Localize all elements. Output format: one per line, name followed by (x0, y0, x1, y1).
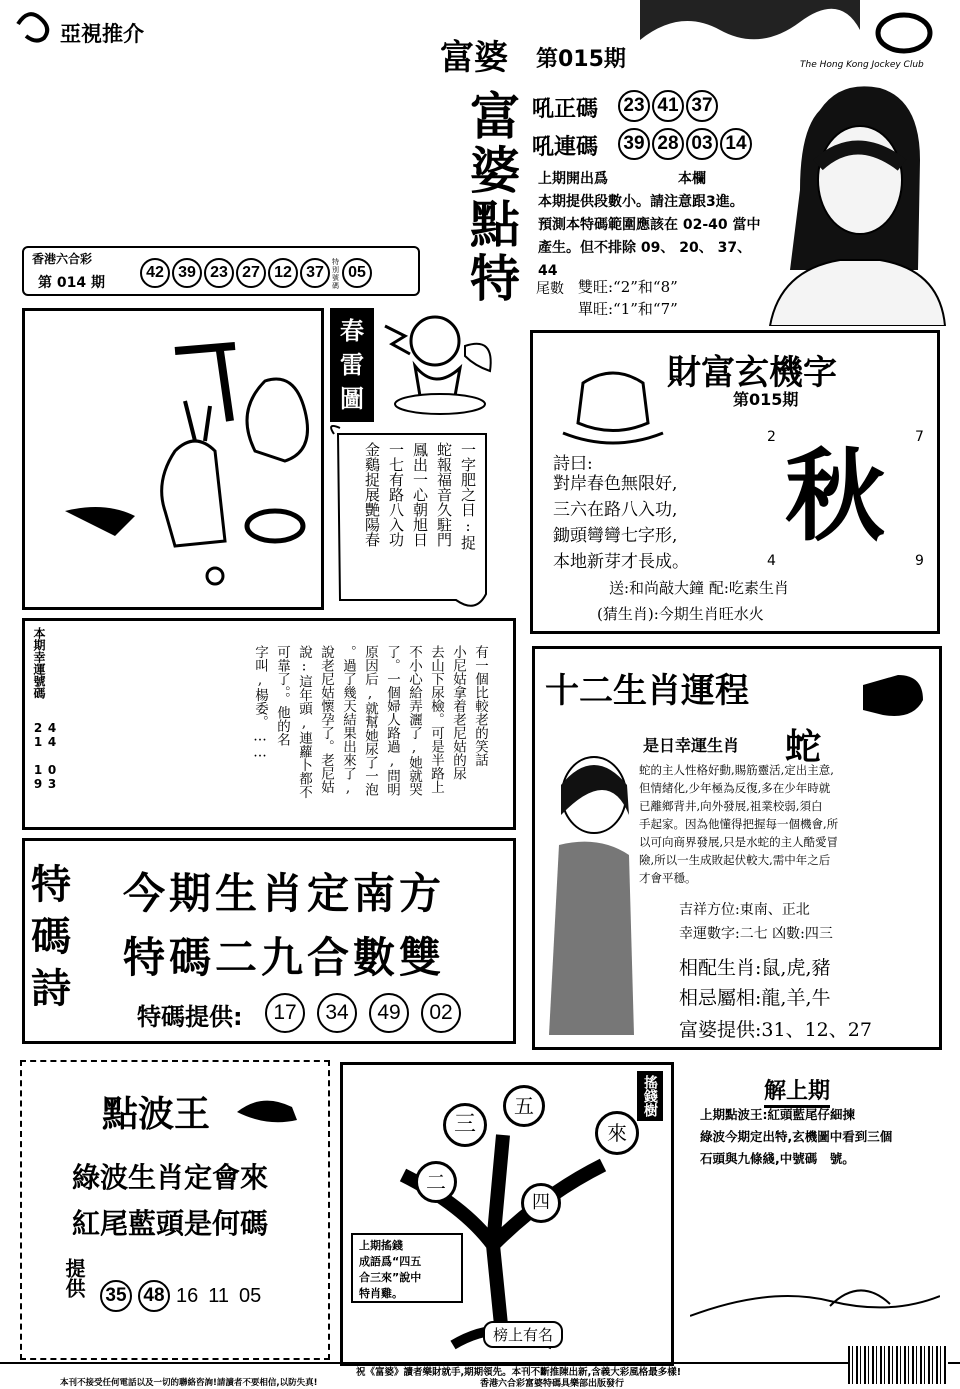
dianbo-num: 11 (208, 1284, 230, 1307)
caifu-box (530, 330, 940, 634)
lucky-animal: 蛇 (785, 726, 822, 768)
jie-line: 上期點波王:紅頭藍尾仔細揀 (700, 1107, 855, 1122)
bird-icon (232, 1092, 302, 1132)
tema-ball: 34 (317, 993, 357, 1033)
woman-portrait (760, 70, 950, 326)
note-line: 特肖雞。 (359, 1287, 403, 1300)
dianbo-numbers (100, 1280, 261, 1312)
last-draw-ball: 37 (300, 258, 330, 288)
story-col: 說老尼姑懷孕了。老尼姑 (318, 645, 334, 794)
last-draw-ball: 42 (140, 258, 170, 288)
last-draw-ball: 39 (172, 258, 202, 288)
scroll-line: 一字肥之日:捉 (459, 442, 477, 550)
poem-line: 三六在路八入功, (553, 500, 678, 520)
dianbo-num: 05 (239, 1284, 262, 1307)
corner-num-tl: 2 (767, 429, 776, 445)
money-tree-badge: 搖錢樹 (637, 1071, 663, 1121)
scroll-line: 蛇報福音久駐門 (435, 442, 453, 547)
lucky-direction: 吉祥方位:東南、正北 (679, 902, 810, 918)
caifu-send: 送:和尚敲大鐘 配:吃素生肖 (609, 579, 789, 597)
scroll-text (360, 442, 480, 602)
lian-label: 吼連碼 (532, 134, 599, 160)
lian-ball: 14 (720, 128, 752, 160)
poem-line: 本地新芽才長成。 (553, 552, 689, 572)
lian-ball: 39 (618, 128, 650, 160)
last-draw-ball: 12 (268, 258, 298, 288)
shengxiao-title: 十二生肖運程 (545, 671, 749, 711)
caifu-guess: (猜生肖):今期生肖旺水火 (597, 605, 764, 623)
barcode (848, 1346, 948, 1384)
woman-dress-illustration (539, 745, 639, 1035)
tip-line: 預測本特碼範圍應該在 02-40 當中 (538, 217, 761, 233)
story-col: 有一個比較老的笑話 (472, 645, 488, 767)
poem-scroll (326, 424, 498, 620)
lucky-numbers: 幸運數字:二七 凶數:四三 (679, 926, 833, 942)
scroll-line: 金鷄捉展艷陽春 (363, 442, 381, 547)
last-draw-title: 香港六合彩 (32, 252, 93, 266)
story-col: 說:這年頭,連蘿卜都不 (296, 645, 312, 799)
shengxiao-provide: 富婆提供:31、12、27 (679, 1019, 872, 1041)
footer-publisher: 香港六合彩富婆特碼具樂部出版發行 (480, 1379, 625, 1389)
jockey-club-logo (874, 8, 934, 58)
special-label: 特別號碼 (332, 258, 339, 290)
dianbo-ball: 35 (100, 1280, 132, 1312)
zheng-ball: 37 (686, 90, 718, 122)
footer-disclaimer: 本刊不接受任何電話以及一切的聯絡咨詢!請讀者不要相信,以防失真! (60, 1378, 318, 1388)
last-draw-ball: 23 (204, 258, 234, 288)
poem-line: 鋤頭彎彎七字形, (553, 526, 678, 546)
tema-ball: 49 (369, 993, 409, 1033)
note-line: 合三來”說中 (359, 1271, 422, 1284)
story-box (22, 618, 516, 830)
badge-char: 春 (340, 316, 364, 345)
last-draw-ball: 27 (236, 258, 266, 288)
poem-line: 對岸春色無限好, (553, 474, 678, 494)
money-tree-box (340, 1062, 674, 1366)
desc-line: 但情緒化,少年極為反復,多在少年時就 (639, 781, 831, 795)
footer-slogan: 祝《富婆》讀者樂財就手,期期領先。本刊不斷推陳出新,含義大彩風格最多樣! (356, 1367, 682, 1378)
header-landscape (640, 0, 860, 60)
last-draw-issue: 第 014 期 (38, 275, 105, 291)
story-col: 了。一個婦人路過,問明 (384, 645, 400, 796)
clash-animals: 相忌屬相:龍,羊,牛 (679, 987, 831, 1009)
caifu-issue: 第015期 (733, 390, 799, 409)
caifu-poem (553, 471, 689, 575)
fupo-title-char: 點 (470, 195, 520, 254)
tema-ball: 17 (265, 993, 305, 1033)
desc-line: 手起家。因為他懂得把握每一個機會,所 (639, 817, 839, 831)
lucky-number-values: 44 03 21 19 (31, 721, 59, 791)
corner-num-bl: 4 (767, 553, 776, 569)
jockey-club-text: The Hong Kong Jockey Club (800, 60, 924, 70)
tema-side-char: 特 (31, 861, 71, 908)
dianbo-num: 16 (176, 1284, 199, 1307)
desc-line: 蛇的主人性格好動,賜筋靈活,定出主意, (639, 763, 834, 777)
teapot-illustration (553, 353, 673, 453)
note-line: 上期搖錢 (359, 1239, 403, 1252)
jie-line: 石頭與九條綫,中號碼 號。 (700, 1151, 855, 1166)
poem-label: 詩曰: (553, 454, 593, 474)
jie-shangqi-title: 解上期 (764, 1074, 830, 1108)
zheng-numbers (618, 90, 720, 122)
story-col: 。過了幾天結果出來了, (340, 645, 356, 796)
tema-provide-label: 特碼提供: (137, 1003, 243, 1031)
tree-fruit: 三 (443, 1103, 487, 1147)
tip-line: 上期開出爲 本欄 (538, 171, 706, 187)
dianbo-box (20, 1060, 330, 1360)
tema-poem-box (22, 838, 516, 1044)
chunlei-badge (330, 308, 374, 422)
page-title: 富婆 (440, 38, 508, 78)
note-line: 成語爲“四五 (359, 1255, 422, 1268)
dianbo-provide-label: 提供 (62, 1258, 86, 1298)
story-columns (249, 645, 491, 825)
fist-icon (853, 655, 933, 725)
tema-ball: 02 (421, 993, 461, 1033)
tema-side-char: 碼 (31, 913, 71, 960)
tree-fruit: 四 (521, 1183, 561, 1223)
money-tree-note (351, 1233, 463, 1303)
dragon-scribble-icon (14, 6, 60, 46)
desc-line: 已離鄉背井,向外發展,祖業校弱,須白 (639, 799, 823, 813)
tema-line2: 特碼二九合數雙 (123, 933, 446, 982)
tip-line: 44 (538, 263, 558, 279)
dianbo-line1: 綠波生肖定會來 (72, 1161, 269, 1194)
tail-double: 雙旺:“2”和“8” (578, 278, 678, 296)
tip-line: 本期提供段數小。請注意跟3進。 (538, 194, 744, 210)
zheng-label: 吼正碼 (532, 96, 599, 122)
shengxiao-box (532, 646, 942, 1050)
tema-side-char: 詩 (31, 965, 71, 1012)
tema-numbers (265, 993, 463, 1033)
badge-char: 圖 (340, 384, 364, 413)
rabbit-illustration (25, 311, 321, 607)
lian-ball: 28 (652, 128, 684, 160)
brand-label: 亞視推介 (60, 21, 144, 46)
dianbo-ball: 48 (138, 1280, 170, 1312)
tail-label: 尾數 (536, 281, 564, 297)
story-col: 字叫,楊委。…… (252, 645, 268, 761)
shengxiao-desc (639, 761, 939, 887)
jie-shangqi-text (700, 1104, 950, 1170)
story-col: 去山下尿檢。可是半路上 (428, 645, 444, 794)
chunlei-picture-box (22, 308, 324, 610)
zheng-ball: 41 (652, 90, 684, 122)
lian-numbers (618, 128, 754, 160)
last-draw-box (22, 246, 420, 296)
match-animals: 相配生肖:鼠,虎,豬 (679, 957, 831, 979)
lucky-number-title: 本期幸運號碼 (32, 627, 46, 699)
story-col: 小尼姑拿着老尼姑的尿 (450, 645, 466, 780)
tema-side-title (31, 859, 81, 1015)
tema-line1: 今期生肖定南方 (123, 869, 446, 918)
tail-single: 單旺:“1”和“7” (578, 300, 678, 318)
tree-fruit: 二 (415, 1161, 457, 1203)
corner-num-tr: 7 (915, 429, 924, 445)
cupid-illustration (380, 296, 500, 416)
caifu-title: 財富玄機字 (667, 353, 837, 393)
fupo-vertical-title (470, 87, 530, 308)
corner-num-br: 9 (915, 553, 924, 569)
dianbo-title: 點波王 (102, 1093, 211, 1135)
story-col: 原因后,就幫她尿了一泡 (362, 645, 378, 796)
lucky-label: 是日幸運生肖 (643, 736, 740, 755)
tree-fruit: 來 (595, 1111, 639, 1155)
story-col: 可靠了。。他的名 (274, 645, 290, 747)
badge-char: 雷 (340, 350, 364, 379)
scroll-line: 鳳出一心朝旭日 (411, 442, 429, 547)
fupo-title-char: 特 (470, 249, 520, 308)
tree-fruit: 五 (503, 1085, 545, 1127)
issue-number: 第015期 (536, 47, 626, 72)
dianbo-line2: 紅尾藍頭是何碼 (72, 1207, 269, 1240)
scroll-line: 一七有路八入功 (387, 442, 405, 547)
fupo-title-char: 婆 (470, 141, 520, 200)
last-draw-numbers (140, 258, 374, 290)
riddle-character: 秋 (785, 437, 885, 555)
lian-ball: 03 (686, 128, 718, 160)
story-col: 不小心給弄灑了,她就哭 (406, 645, 422, 796)
header-brand-icon (14, 6, 60, 46)
jie-line: 綠波今期定出特,玄機圖中看到三個 (700, 1129, 893, 1144)
special-ball: 05 (342, 258, 372, 288)
desc-line: 以可向商界發展,只是水蛇的主人酷愛冒 (639, 835, 839, 849)
desc-line: 才會平穩。 (639, 871, 697, 885)
zheng-ball: 23 (618, 90, 650, 122)
desc-line: 險,所以一生成敗起伏較大,需中年之后 (639, 853, 831, 867)
fupo-title-char: 富 (470, 87, 520, 146)
money-tree-ribbon: 榜上有名 (483, 1321, 563, 1348)
tip-line: 產生。但不排除 09、 20、 37、 (538, 240, 752, 256)
landscape-sketch (690, 1176, 940, 1356)
